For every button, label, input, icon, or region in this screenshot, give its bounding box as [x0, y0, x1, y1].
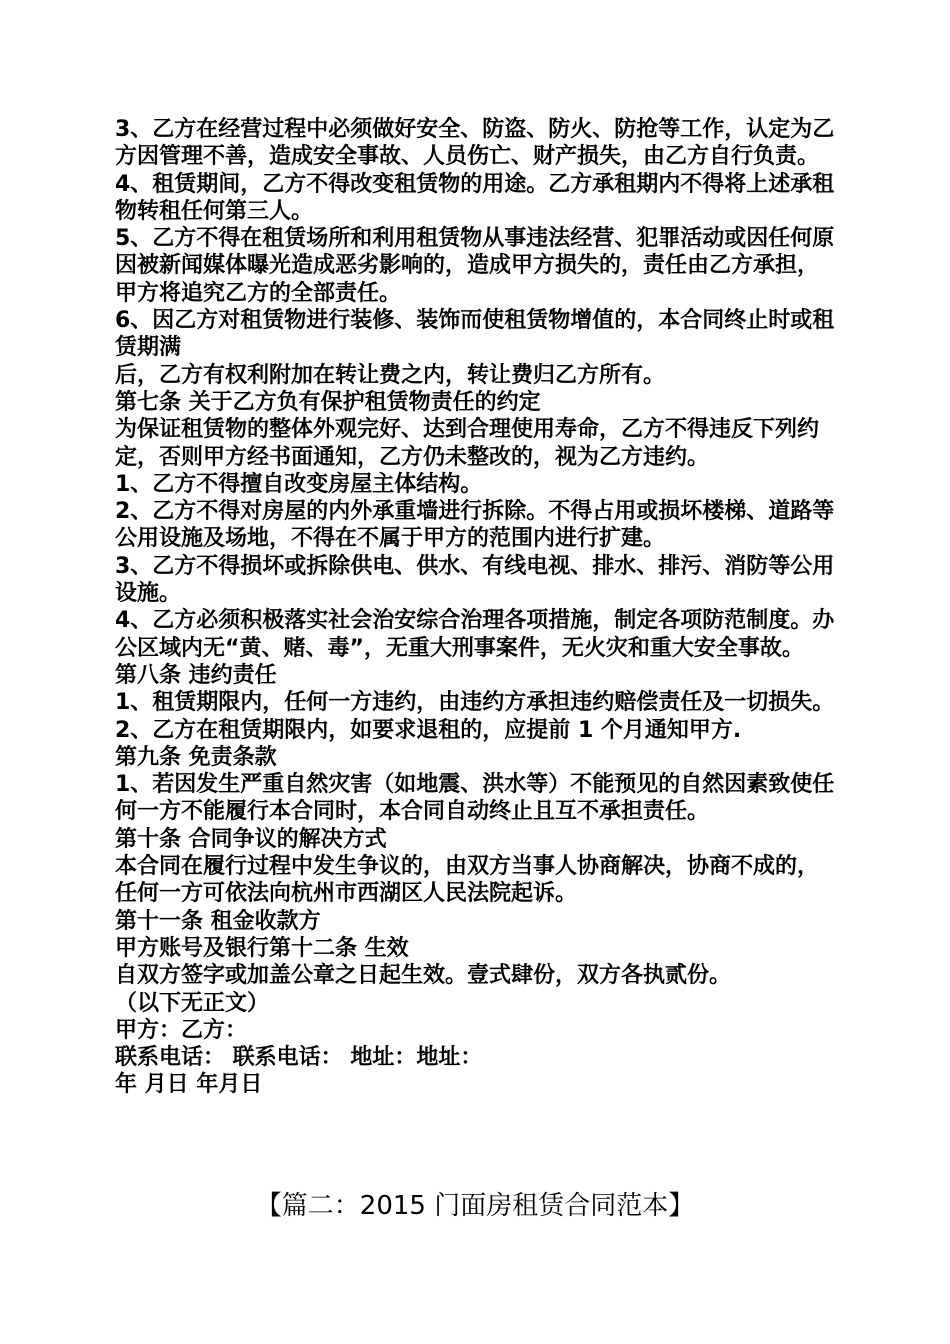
contract-body — [115, 116, 835, 1099]
article-12-body: 自双方签字或加盖公章之日起生效。壹式肆份，双方各执贰份。 — [115, 963, 732, 989]
clause-3-safety: 3、乙方在经营过程中必须做好安全、防盗、防火、防抢等工作，认定为乙方因管理不善，造成安全事故、人员伤亡、财产损失，由乙方自行负责。 — [115, 117, 835, 170]
contact-address-line: 联系电话： 联系电话： 地址：地址： — [115, 1045, 483, 1071]
article-7-item-2: 2、乙方不得对房屋的内外承重墙进行拆除。不得占用或损坏楼梯、道路等公用设施及场地，不得在不属于甲方的范围内进行扩建。 — [115, 499, 835, 552]
next-section-title: 【篇二：2015 门面房租赁合同范本】 — [255, 1191, 695, 1221]
article-10-body: 本合同在履行过程中发生争议的，由双方当事人协商解决，协商不成的，任何一方可依法向杭州市西湖区人民法院起诉。 — [115, 854, 820, 907]
article-8-item-2: 2、乙方在租赁期限内，如要求退租的，应提前 1 个月通知甲方. — [115, 717, 742, 743]
article-7-intro: 为保证租赁物的整体外观完好、达到合理使用寿命，乙方不得违反下列约定，否则甲方经书面通知，乙方仍未整改的，视为乙方违约。 — [115, 417, 820, 470]
party-signature-line: 甲方：乙方： — [115, 1017, 248, 1043]
date-line: 年 月日 年月日 — [115, 1072, 263, 1098]
article-8-item-1: 1、租赁期限内，任何一方违约，由违约方承担违约赔偿责任及一切损失。 — [115, 690, 835, 716]
article-11-heading: 第十一条 租金收款方 — [115, 908, 321, 934]
article-7-item-1: 1、乙方不得擅自改变房屋主体结构。 — [115, 471, 483, 497]
article-12-heading: 甲方账号及银行第十二条 生效 — [115, 935, 409, 961]
article-10-heading: 第十条 合同争议的解决方式 — [115, 826, 387, 852]
clause-6-renovation: 6、因乙方对租赁物进行装修、装饰而使租赁物增值的，本合同终止时或租赁期满 — [115, 308, 835, 361]
article-7-item-4: 4、乙方必须积极落实社会治安综合治理各项措施，制定各项防范制度。办公区域内无“黄、赌、毒”，无重大刑事案件，无火灾和重大安全事故。 — [115, 608, 835, 661]
article-9-item-1: 1、若因发生严重自然灾害（如地震、洪水等）不能预见的自然因素致使任何一方不能履行本合同时，本合同自动终止且互不承担责任。 — [115, 772, 835, 825]
article-7-heading: 第七条 关于乙方负有保护租赁物责任的约定 — [115, 389, 541, 415]
article-9-heading: 第九条 免责条款 — [115, 744, 277, 770]
no-further-text-note: （以下无正文） — [115, 990, 270, 1016]
clause-6-continued: 后，乙方有权利附加在转让费之内，转让费归乙方所有。 — [115, 362, 666, 388]
clause-5-illegal-use: 5、乙方不得在租赁场所和利用租赁物从事违法经营、犯罪活动或因任何原因被新闻媒体曝光造成恶劣影响的，造成甲方损失的，责任由乙方承担，甲方将追究乙方的全部责任。 — [115, 226, 835, 306]
article-8-heading: 第八条 违约责任 — [115, 662, 277, 688]
article-7-item-3: 3、乙方不得损坏或拆除供电、供水、有线电视、排水、排污、消防等公用设施。 — [115, 553, 835, 607]
clause-4-usage: 4、租赁期间，乙方不得改变租赁物的用途。乙方承租期内不得将上述承租物转租任何第三人。 — [115, 171, 835, 224]
